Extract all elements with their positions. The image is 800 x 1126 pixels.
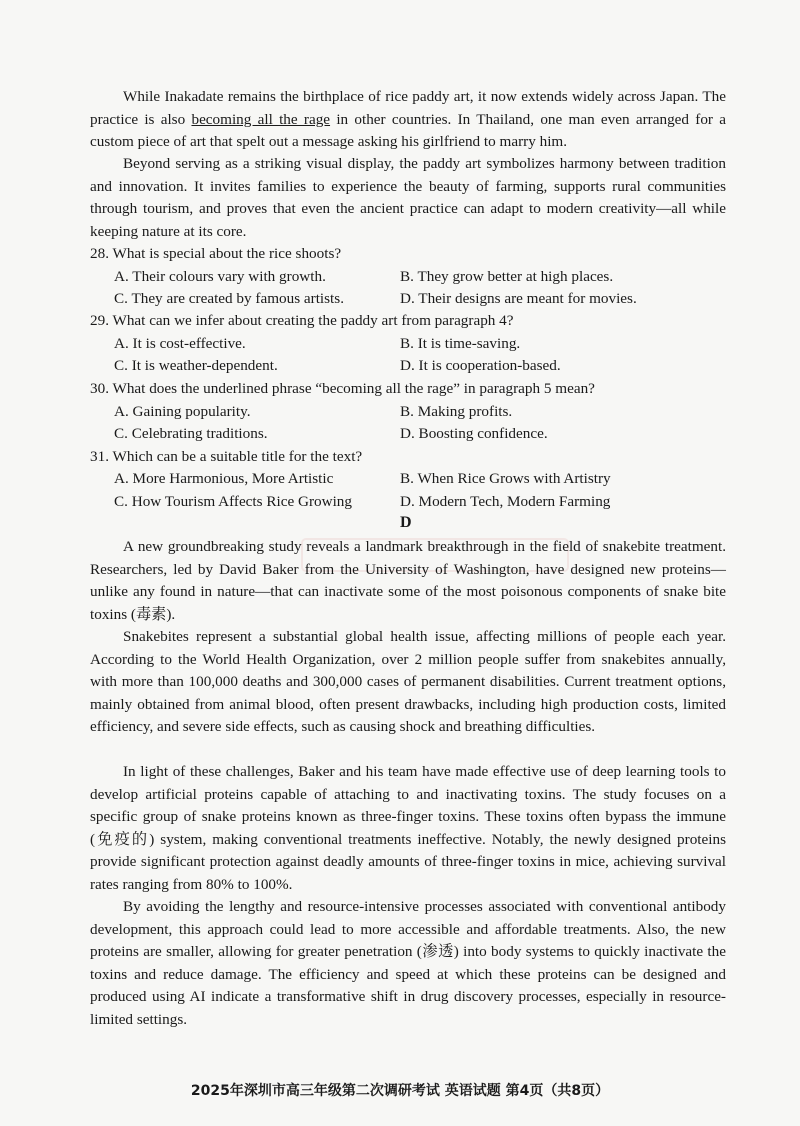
question-30-option-a: A. Gaining popularity. — [114, 403, 251, 420]
section-heading: D — [400, 514, 412, 531]
question-28-option-c: C. They are created by famous artists. — [114, 290, 344, 307]
question-29-option-a: A. It is cost-effective. — [114, 335, 246, 352]
question-29-option-d: D. It is cooperation-based. — [400, 357, 561, 374]
question-29-stem: 29. What can we infer about creating the paddy art from paragraph 4? — [90, 312, 514, 329]
page-footer: 2025年深圳市高三年级第二次调研考试 英语试题 第4页（共8页） — [190, 1083, 610, 1099]
paragraph-text: in other countries. In Thailand, one man even arranged for a custom piece of art that spelt out a message asking his girlfriend to marry him. — [90, 110, 726, 150]
passage-d-paragraph-2: Snakebites represent a substantial global health issue, affecting millions of people each year. According to the World Health Organization, over 2 million people suffer from snakebites annually, with more than 100,000 deaths and 300,000 cases of permanent disabilities. Current treatment options, mainly obtained from animal blood, often present drawbacks, including high production costs, limited efficiency, and severe side effects, such as causing shock and breathing difficulties. — [90, 628, 726, 735]
question-31-option-b: B. When Rice Grows with Artistry — [400, 470, 611, 487]
passage-d-paragraph-4: By avoiding the lengthy and resource-intensive processes associated with conventional antibody development, this approach could lead to more accessible and affordable treatments. Also, the new proteins are smaller, allowing for greater penetration (渗透) into body systems to quickly inactivate the toxins and reduce damage. The efficiency and speed at which these proteins can be designed and produced using AI indicate a transformative shift in drug discovery processes, especially in resource-limited settings. — [90, 898, 726, 1028]
question-28-option-d: D. Their designs are meant for movies. — [400, 290, 637, 307]
passage-c-paragraph-6: Beyond serving as a striking visual display, the paddy art symbolizes harmony between tradition and innovation. It invites families to experience the beauty of farming, supports rural communities through tourism, and proves that even the ancient practice can adapt to modern creativity—all while keeping nature at its core. — [90, 155, 726, 240]
passage-d-paragraph-1: A new groundbreaking study reveals a landmark breakthrough in the field of snakebite treatment. Researchers, led by David Baker from the University of Washington, have designed new proteins—unlike any found in nature—that can inactivate some of the most poisonous components of snake bite toxins (毒素). — [90, 538, 726, 623]
paragraph-text: While Inakadate remains the birthplace of rice paddy art, it now extends widely across Japan. The practice is also — [90, 88, 726, 128]
question-28-option-a: A. Their colours vary with growth. — [114, 268, 326, 285]
question-31-stem: 31. Which can be a suitable title for the text? — [90, 448, 363, 465]
question-29-option-b: B. It is time-saving. — [400, 335, 521, 352]
passage-c-paragraph-5 — [90, 86, 726, 154]
question-31-option-c: C. How Tourism Affects Rice Growing — [114, 493, 352, 510]
question-31-option-d: D. Modern Tech, Modern Farming — [400, 493, 611, 510]
question-28-option-b: B. They grow better at high places. — [400, 268, 614, 285]
underlined-phrase: becoming all the rage — [191, 110, 331, 128]
question-30-option-d: D. Boosting confidence. — [400, 425, 548, 442]
question-31-option-a: A. More Harmonious, More Artistic — [114, 470, 334, 487]
question-28-stem: 28. What is special about the rice shoots? — [90, 245, 342, 262]
question-30-option-b: B. Making profits. — [400, 403, 513, 420]
question-30-option-c: C. Celebrating traditions. — [114, 425, 268, 442]
question-30-stem: 30. What does the underlined phrase “becoming all the rage” in paragraph 5 mean? — [90, 380, 595, 397]
question-29-option-c: C. It is weather-dependent. — [114, 357, 278, 374]
passage-d-paragraph-3: In light of these challenges, Baker and his team have made effective use of deep learning tools to develop artificial proteins capable of attaching to and inactivating toxins. The study focuses on a specific group of snake proteins known as three-finger toxins. These toxins often bypass the immune (免疫的) system, making conventional treatments ineffective. Notably, the newly designed proteins provide significant protection against deadly amounts of three-finger toxins in mice, achieving survival rates ranging from 80% to 100%. — [90, 763, 726, 893]
